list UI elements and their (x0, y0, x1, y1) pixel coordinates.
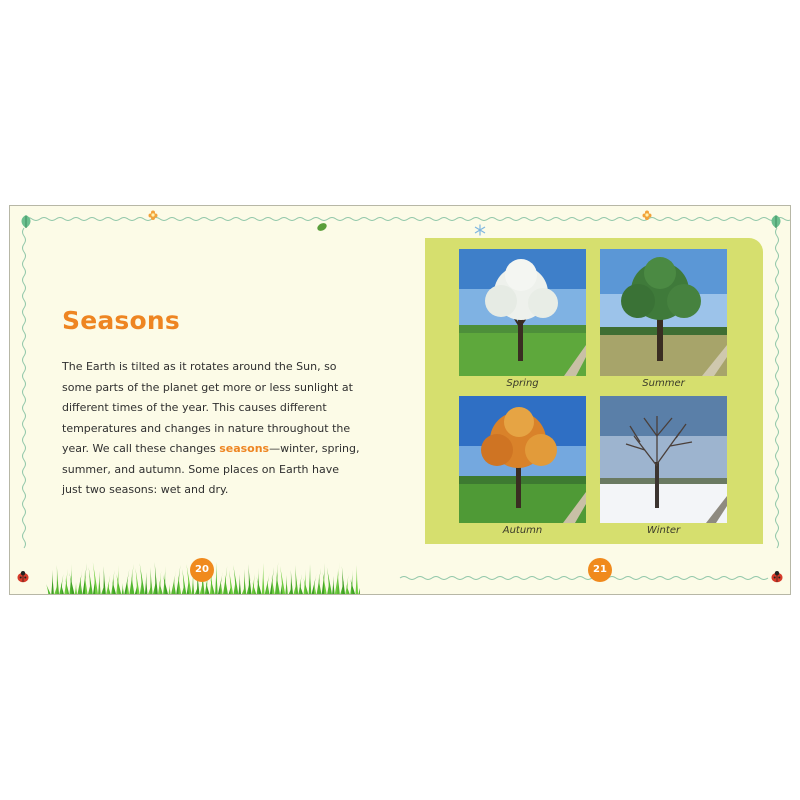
grass-decoration (10, 556, 360, 595)
grass-blade (327, 567, 333, 595)
grass-blade (358, 574, 360, 595)
body-text-part: The Earth is tilted as it rotates around the Sun, so some parts of the planet get more or less sunlight at different times of the year. This causes different temperatures and changes in nature throughout the year. We call these changes (62, 360, 353, 455)
grass-blade (233, 565, 239, 595)
page-number-right: 21 (588, 558, 612, 582)
photo-card-autumn (459, 396, 586, 536)
winter-tree-photo (600, 396, 727, 523)
grass-blade (51, 570, 54, 595)
autumn-tree-photo (459, 396, 586, 523)
ladybug-icon (770, 571, 784, 583)
grass-blade (75, 582, 78, 595)
grass-blade (244, 569, 247, 595)
flower-icon (148, 210, 158, 220)
grass-blade (262, 563, 265, 595)
photo-card-spring (459, 249, 586, 389)
snowflake-icon (474, 224, 486, 236)
grass-blade (56, 565, 59, 595)
highlighted-term: seasons (219, 442, 270, 455)
summer-tree-photo (600, 249, 727, 376)
grass-blade (332, 576, 335, 595)
grass-blade (355, 565, 358, 595)
body-paragraph (62, 357, 362, 501)
leaf-icon (18, 214, 34, 230)
book-spread (9, 205, 791, 595)
photo-caption-summer: Summer (642, 378, 685, 389)
flower-icon (642, 210, 652, 220)
grass-blade (103, 566, 106, 595)
page-title: Seasons (62, 306, 180, 335)
grass-blade (285, 575, 288, 595)
photo-card-summer (600, 249, 727, 389)
grass-blade (168, 584, 171, 595)
page-number-left: 20 (190, 558, 214, 582)
grass-blade (309, 564, 312, 595)
photo-caption-autumn: Autumn (502, 525, 543, 536)
grass-blade (218, 571, 224, 595)
grass-blade (290, 570, 293, 595)
photo-card-winter (600, 396, 727, 536)
photo-caption-winter: Winter (646, 525, 681, 536)
grass-blade (46, 584, 52, 595)
grass-blade (311, 573, 317, 595)
body-text-part: —winter, spring, summer, and autumn. Some places on Earth have just two seasons: wet and dry. (62, 442, 360, 496)
grass-blade (121, 583, 124, 595)
grass-blade (215, 562, 218, 595)
leaf-icon (768, 214, 784, 230)
grass-blade (264, 572, 270, 595)
grass-blade (145, 572, 148, 595)
grass-blade (150, 567, 153, 595)
grass-blade (98, 571, 101, 595)
grass-blade (140, 563, 146, 595)
grass-blade (280, 566, 286, 595)
spring-tree-photo (459, 249, 586, 376)
grass-blade (93, 562, 99, 595)
photo-panel (425, 238, 763, 544)
grass-blade (238, 574, 241, 595)
photo-caption-spring: Spring (506, 378, 539, 389)
leaf-icon (316, 221, 328, 233)
